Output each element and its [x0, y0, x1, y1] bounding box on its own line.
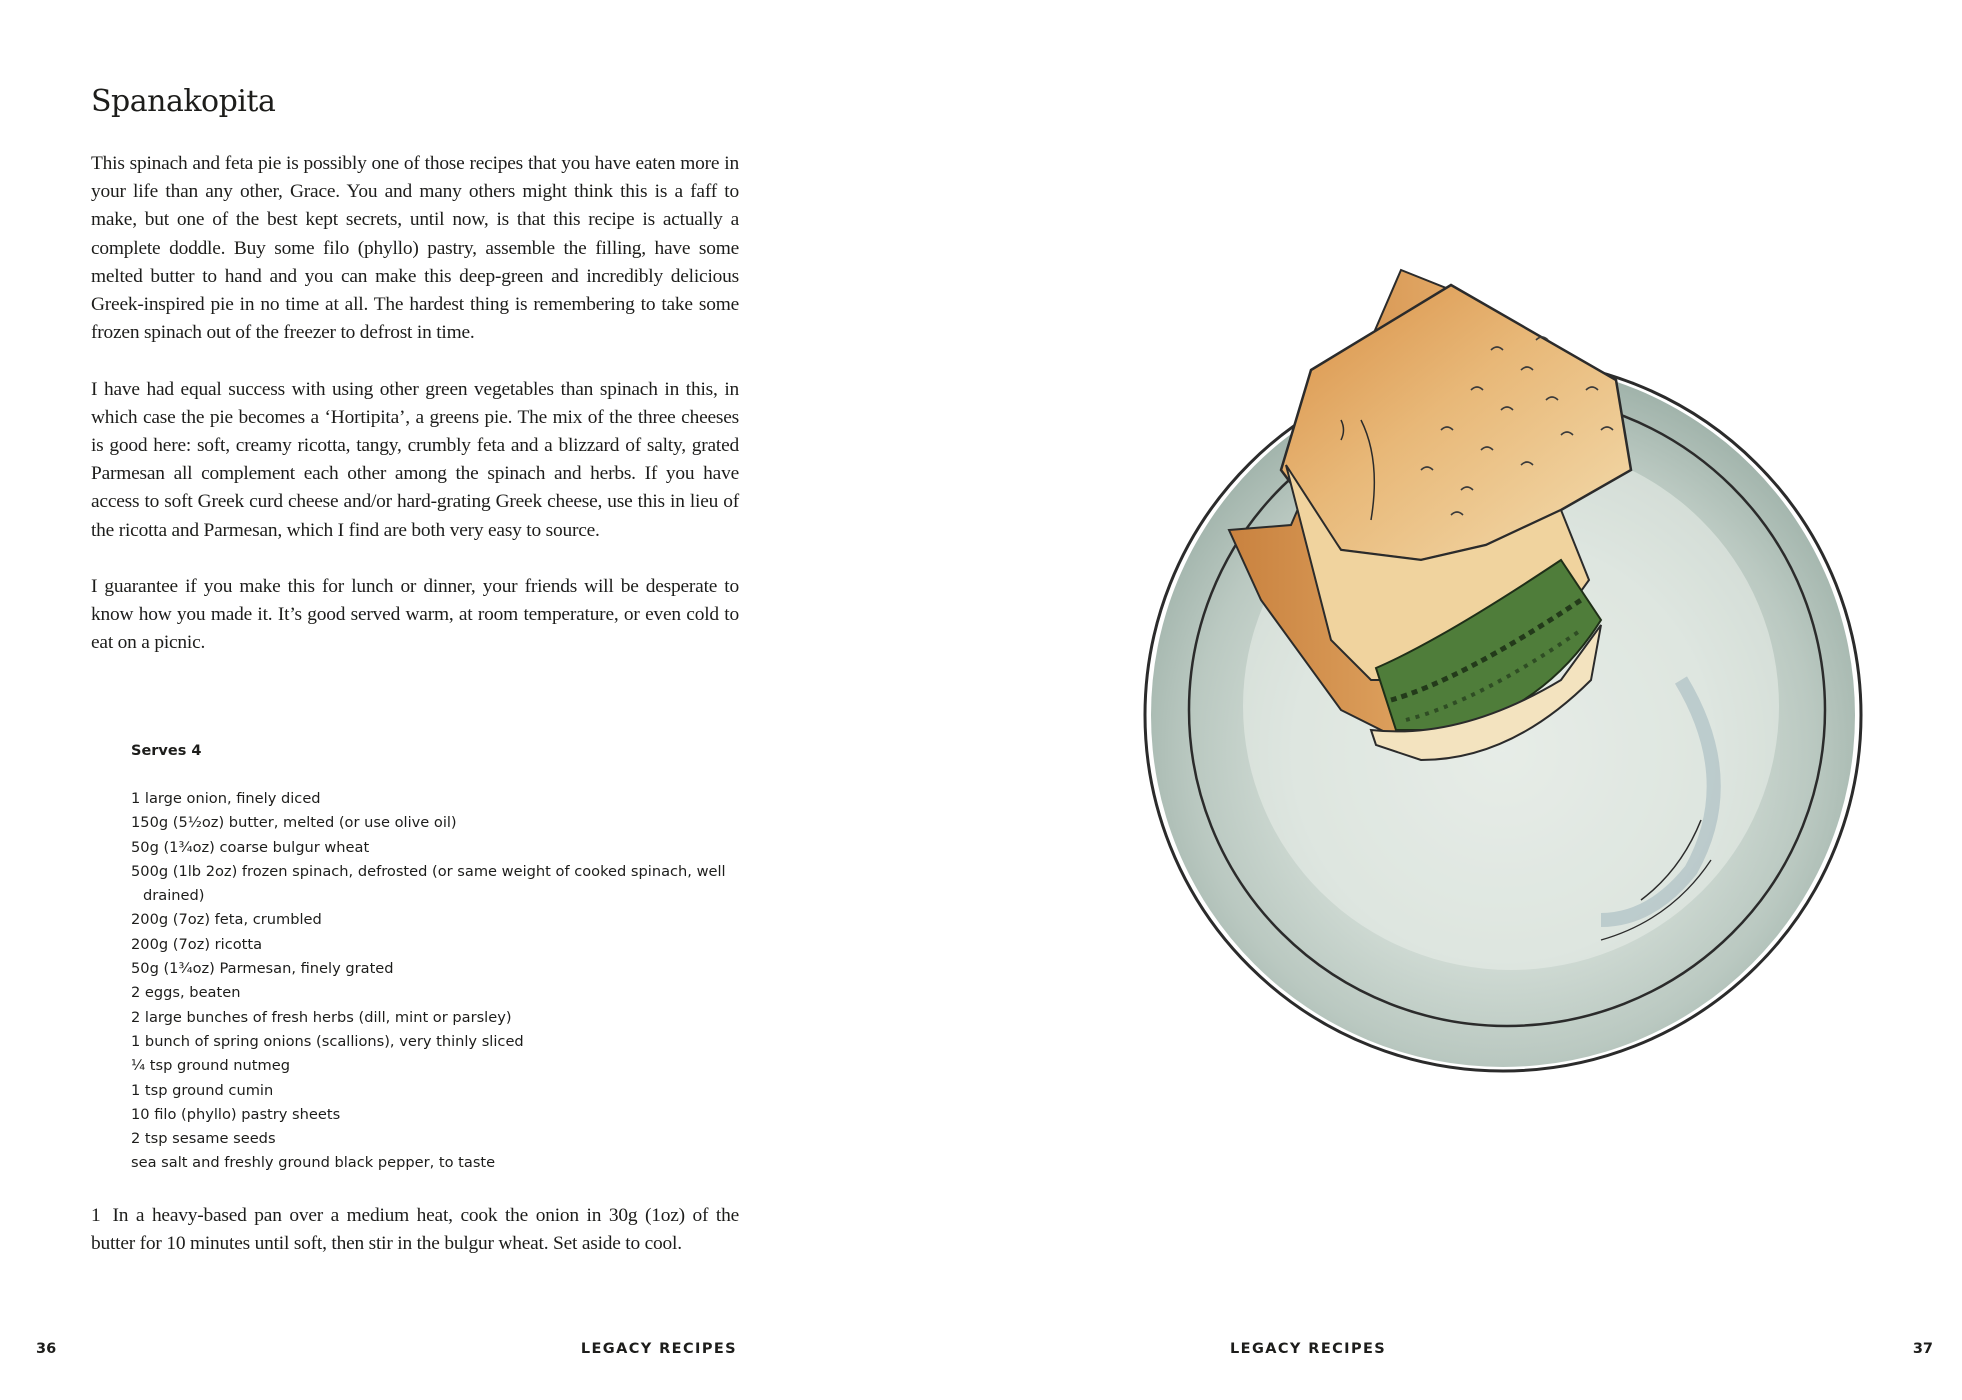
- intro-paragraph: I have had equal success with using other green vegetables than spinach in this, in which case the pie becomes a ‘Hortipita’, a greens pie. The mix of the three cheeses is good here: soft, creamy ricotta, tangy, crumbly feta and a blizzard of salty, grated Parmesan all complement each other among the spinach and herbs. If you have access to soft Greek curd cheese and/or hard-grating Greek cheese, use this in lieu of the ricotta and Parmesan, which I find are both very easy to source.: [91, 378, 739, 541]
- ingredient-item: 50g (1¾oz) Parmesan, finely grated: [131, 960, 394, 978]
- ingredient-item: 1 tsp ground cumin: [131, 1081, 274, 1099]
- method-step: [91, 1202, 739, 1258]
- step-number: 1: [91, 1205, 101, 1226]
- ingredient-item: 500g (1lb 2oz) frozen spinach, defrosted (or same weight of cooked spinach, well drained): [131, 862, 726, 905]
- ingredient-item: 150g (5½oz) butter, melted (or use olive oil): [131, 814, 457, 832]
- running-title-left: LEGACY RECIPES: [580, 1341, 737, 1357]
- ingredient-item: 2 eggs, beaten: [131, 984, 241, 1002]
- page-number-right: 37: [1912, 1341, 1933, 1357]
- ingredient-item: 1 large onion, finely diced: [131, 790, 321, 807]
- ingredient-item: 1 bunch of spring onions (scallions), very thinly sliced: [131, 1032, 524, 1050]
- ingredient-item: 2 large bunches of fresh herbs (dill, mint or parsley): [131, 1008, 512, 1026]
- ingredient-item: sea salt and freshly ground black pepper, to taste: [131, 1154, 496, 1172]
- spanakopita-illustration: [1041, 260, 1941, 1160]
- running-title-right: LEGACY RECIPES: [1230, 1341, 1387, 1357]
- intro-paragraph: This spinach and feta pie is possibly one of those recipes that you have eaten more in your life than any other, Grace. You and many others might think this is a faff to make, but one of the best kept secrets, until now, is that this recipe is actually a complete doddle. Buy some filo (phyllo) pastry, assemble the filling, have some melted butter to hand and you can make this deep-green and incredibly delicious Greek-inspired pie in no time at all. The hardest thing is remembering to take some frozen spinach out of the freezer to defrost in time.: [91, 153, 739, 344]
- ingredient-item: 2 tsp sesame seeds: [131, 1130, 276, 1148]
- ingredient-item: 200g (7oz) feta, crumbled: [131, 911, 322, 929]
- ingredient-item: 50g (1¾oz) coarse bulgur wheat: [131, 838, 370, 856]
- ingredient-item: 10 filo (phyllo) pastry sheets: [131, 1105, 341, 1123]
- right-page: [981, 0, 1962, 1400]
- ingredient-item: ¼ tsp ground nutmeg: [131, 1057, 290, 1075]
- recipe-intro: [91, 150, 739, 686]
- intro-paragraph: I guarantee if you make this for lunch or dinner, your friends will be desperate to know how you made it. It’s good served warm, at room temperature, or even cold to eat on a picnic.: [91, 576, 739, 654]
- serves-label: Serves 4: [131, 743, 202, 759]
- page-number-left: 36: [36, 1341, 57, 1357]
- step-text: In a heavy-based pan over a medium heat, cook the onion in 30g (1oz) of the butter for 10 minutes until soft, then stir in the bulgur wheat. Set aside to cool.: [91, 1205, 739, 1255]
- ingredient-item: 200g (7oz) ricotta: [131, 935, 263, 953]
- ingredients-list: [131, 787, 741, 1176]
- recipe-title: Spanakopita: [91, 84, 276, 119]
